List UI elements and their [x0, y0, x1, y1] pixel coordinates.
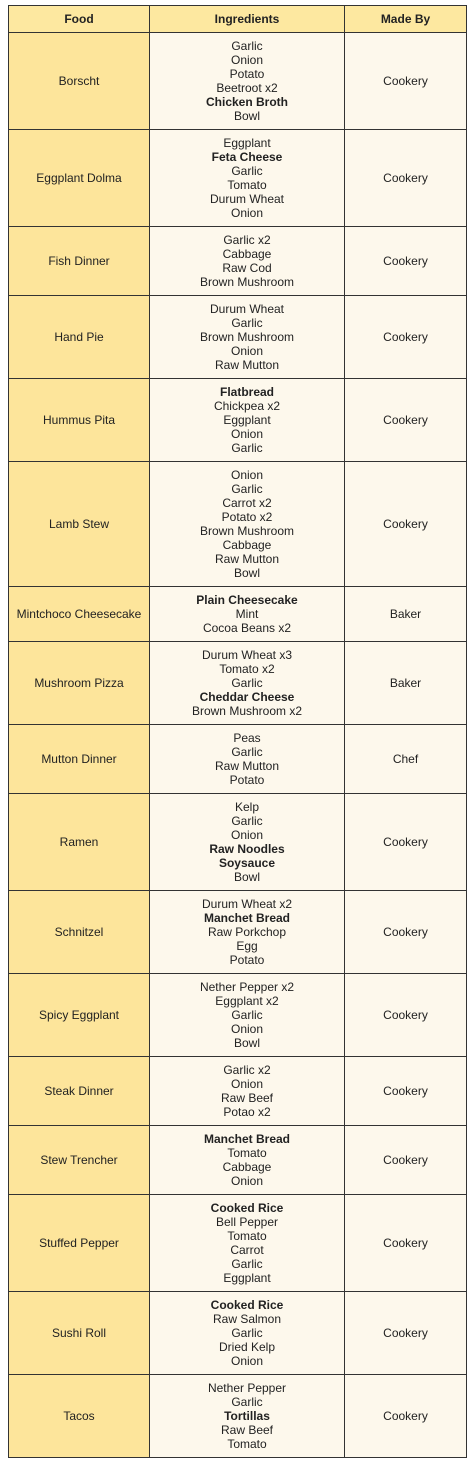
ingredient-item: Onion — [230, 1354, 264, 1368]
food-name-cell: Eggplant Dolma — [9, 130, 150, 227]
table-row — [9, 227, 467, 296]
ingredient-item: Garlic — [231, 814, 263, 828]
ingredient-item: Brown Mushroom — [199, 275, 295, 289]
ingredients-cell — [150, 296, 345, 379]
ingredient-item: Brown Mushroom — [199, 330, 295, 344]
ingredient-item: Raw Mutton — [214, 759, 280, 773]
table-row — [9, 891, 467, 974]
ingredient-item: Brown Mushroom x2 — [191, 704, 303, 718]
food-name-cell: Tacos — [9, 1375, 150, 1458]
made-by-cell: Cookery — [345, 794, 467, 891]
ingredients-cell — [150, 462, 345, 587]
made-by-cell: Cookery — [345, 1057, 467, 1126]
ingredient-item: Garlic — [231, 441, 263, 455]
ingredient-item: Durum Wheat x2 — [201, 897, 293, 911]
food-name-cell: Mutton Dinner — [9, 725, 150, 794]
table-body — [9, 33, 467, 1458]
ingredients-cell — [150, 1126, 345, 1195]
ingredient-item: Bowl — [233, 1036, 260, 1050]
ingredients-cell — [150, 974, 345, 1057]
ingredient-item: Soysauce — [218, 856, 276, 870]
ingredient-item: Onion — [230, 427, 264, 441]
ingredient-item: Manchet Bread — [203, 911, 291, 925]
ingredient-item: Tomato — [227, 178, 267, 192]
ingredient-item: Tomato — [227, 1229, 267, 1243]
food-name-cell: Schnitzel — [9, 891, 150, 974]
ingredient-item: Durum Wheat — [209, 302, 285, 316]
table-row — [9, 794, 467, 891]
ingredients-cell — [150, 725, 345, 794]
ingredient-item: Garlic — [231, 1326, 263, 1340]
header-made-by: Made By — [345, 6, 467, 33]
ingredients-cell — [150, 587, 345, 642]
ingredient-item: Raw Porkchop — [207, 925, 287, 939]
made-by-cell: Baker — [345, 587, 467, 642]
ingredient-item: Onion — [230, 1174, 264, 1188]
made-by-cell: Chef — [345, 725, 467, 794]
ingredients-cell — [150, 1057, 345, 1126]
ingredient-item: Egg — [236, 939, 258, 953]
made-by-cell: Cookery — [345, 1292, 467, 1375]
ingredients-cell — [150, 33, 345, 130]
food-name-cell: Stew Trencher — [9, 1126, 150, 1195]
ingredient-item: Raw Mutton — [214, 552, 280, 566]
ingredient-item: Flatbread — [219, 385, 274, 399]
ingredients-cell — [150, 794, 345, 891]
table-row — [9, 587, 467, 642]
ingredient-item: Onion — [230, 828, 264, 842]
ingredient-item: Bell Pepper — [215, 1215, 279, 1229]
made-by-cell: Cookery — [345, 974, 467, 1057]
ingredient-item: Feta Cheese — [211, 150, 283, 164]
made-by-cell: Cookery — [345, 227, 467, 296]
table-row — [9, 130, 467, 227]
ingredient-item: Onion — [230, 1077, 264, 1091]
ingredient-item: Potao x2 — [223, 1105, 271, 1119]
ingredient-item: Eggplant — [223, 136, 271, 150]
ingredient-item: Mint — [235, 607, 259, 621]
ingredient-item: Onion — [230, 206, 264, 220]
food-name-cell: Spicy Eggplant — [9, 974, 150, 1057]
made-by-cell: Baker — [345, 642, 467, 725]
ingredient-item: Tomato x2 — [219, 662, 275, 676]
ingredient-item: Tortillas — [224, 1409, 270, 1423]
made-by-cell: Cookery — [345, 462, 467, 587]
ingredient-item: Bowl — [233, 566, 260, 580]
food-name-cell: Hand Pie — [9, 296, 150, 379]
food-name-cell: Mintchoco Cheesecake — [9, 587, 150, 642]
ingredient-item: Chicken Broth — [205, 95, 288, 109]
ingredient-item: Raw Beef — [220, 1091, 274, 1105]
ingredients-cell — [150, 1375, 345, 1458]
ingredient-item: Cocoa Beans x2 — [202, 621, 292, 635]
ingredient-item: Durum Wheat x3 — [201, 648, 293, 662]
ingredient-item: Bowl — [233, 870, 260, 884]
made-by-cell: Cookery — [345, 130, 467, 227]
ingredients-cell — [150, 379, 345, 462]
ingredient-item: Nether Pepper x2 — [199, 980, 295, 994]
ingredient-item: Garlic — [231, 482, 263, 496]
table-row — [9, 296, 467, 379]
ingredients-cell — [150, 227, 345, 296]
made-by-cell: Cookery — [345, 33, 467, 130]
ingredient-item: Carrot — [230, 1243, 264, 1257]
food-name-cell: Lamb Stew — [9, 462, 150, 587]
made-by-cell: Cookery — [345, 296, 467, 379]
ingredient-item: Nether Pepper — [207, 1381, 287, 1395]
ingredient-item: Raw Noodles — [209, 842, 285, 856]
header-row — [9, 6, 467, 33]
ingredient-item: Potato x2 — [221, 510, 273, 524]
ingredient-item: Dried Kelp — [218, 1340, 276, 1354]
ingredients-cell — [150, 642, 345, 725]
table-row — [9, 1126, 467, 1195]
ingredient-item: Potato — [229, 67, 265, 81]
food-name-cell: Mushroom Pizza — [9, 642, 150, 725]
ingredient-item: Raw Beef — [220, 1423, 274, 1437]
header-ingredients: Ingredients — [150, 6, 345, 33]
food-name-cell: Fish Dinner — [9, 227, 150, 296]
ingredient-item: Durum Wheat — [209, 192, 285, 206]
table-row — [9, 379, 467, 462]
ingredient-item: Onion — [230, 1022, 264, 1036]
food-name-cell: Borscht — [9, 33, 150, 130]
ingredient-item: Peas — [233, 731, 261, 745]
ingredient-item: Raw Salmon — [212, 1312, 282, 1326]
ingredient-item: Onion — [230, 53, 264, 67]
ingredient-item: Garlic — [231, 39, 263, 53]
ingredients-cell — [150, 1292, 345, 1375]
ingredient-item: Garlic — [231, 316, 263, 330]
ingredient-item: Cabbage — [222, 247, 272, 261]
ingredient-item: Garlic — [231, 164, 263, 178]
made-by-cell: Cookery — [345, 1126, 467, 1195]
ingredient-item: Brown Mushroom — [199, 524, 295, 538]
food-name-cell: Ramen — [9, 794, 150, 891]
food-name-cell: Sushi Roll — [9, 1292, 150, 1375]
ingredient-item: Eggplant — [223, 1271, 271, 1285]
ingredient-item: Onion — [230, 344, 264, 358]
ingredient-item: Tomato — [227, 1146, 267, 1160]
ingredient-item: Raw Mutton — [214, 358, 280, 372]
table-row — [9, 642, 467, 725]
ingredient-item: Cabbage — [222, 1160, 272, 1174]
ingredient-item: Garlic — [231, 1008, 263, 1022]
table-header — [9, 6, 467, 33]
ingredient-item: Potato — [229, 773, 265, 787]
ingredient-item: Bowl — [233, 109, 260, 123]
ingredient-item: Cheddar Cheese — [199, 690, 295, 704]
table-row — [9, 1057, 467, 1126]
ingredient-item: Eggplant — [223, 413, 271, 427]
ingredient-item: Chickpea x2 — [213, 399, 281, 413]
recipes-table — [8, 5, 467, 1458]
ingredient-item: Garlic x2 — [223, 233, 271, 247]
table-row — [9, 33, 467, 130]
ingredient-item: Potato — [229, 953, 265, 967]
ingredient-item: Garlic — [231, 676, 263, 690]
table-row — [9, 1195, 467, 1292]
table-row — [9, 462, 467, 587]
made-by-cell: Cookery — [345, 1375, 467, 1458]
table-row — [9, 974, 467, 1057]
ingredient-item: Plain Cheesecake — [196, 593, 298, 607]
ingredient-item: Kelp — [234, 800, 260, 814]
ingredient-item: Garlic — [231, 1257, 263, 1271]
ingredient-item: Cooked Rice — [210, 1201, 284, 1215]
made-by-cell: Cookery — [345, 891, 467, 974]
ingredient-item: Cooked Rice — [210, 1298, 284, 1312]
made-by-cell: Cookery — [345, 379, 467, 462]
made-by-cell: Cookery — [345, 1195, 467, 1292]
ingredients-cell — [150, 1195, 345, 1292]
table-row — [9, 1292, 467, 1375]
ingredient-item: Carrot x2 — [222, 496, 272, 510]
food-name-cell: Stuffed Pepper — [9, 1195, 150, 1292]
header-food: Food — [9, 6, 150, 33]
food-name-cell: Hummus Pita — [9, 379, 150, 462]
ingredient-item: Cabbage — [222, 538, 272, 552]
table-row — [9, 1375, 467, 1458]
ingredient-item: Eggplant x2 — [215, 994, 279, 1008]
ingredient-item: Onion — [230, 468, 264, 482]
ingredient-item: Manchet Bread — [203, 1132, 291, 1146]
ingredients-cell — [150, 130, 345, 227]
ingredient-item: Garlic — [231, 745, 263, 759]
ingredient-item: Garlic x2 — [223, 1063, 271, 1077]
ingredient-item: Tomato — [227, 1437, 267, 1451]
ingredient-item: Raw Cod — [222, 261, 272, 275]
food-name-cell: Steak Dinner — [9, 1057, 150, 1126]
ingredient-item: Beetroot x2 — [216, 81, 278, 95]
ingredient-item: Garlic — [231, 1395, 263, 1409]
ingredients-cell — [150, 891, 345, 974]
table-row — [9, 725, 467, 794]
